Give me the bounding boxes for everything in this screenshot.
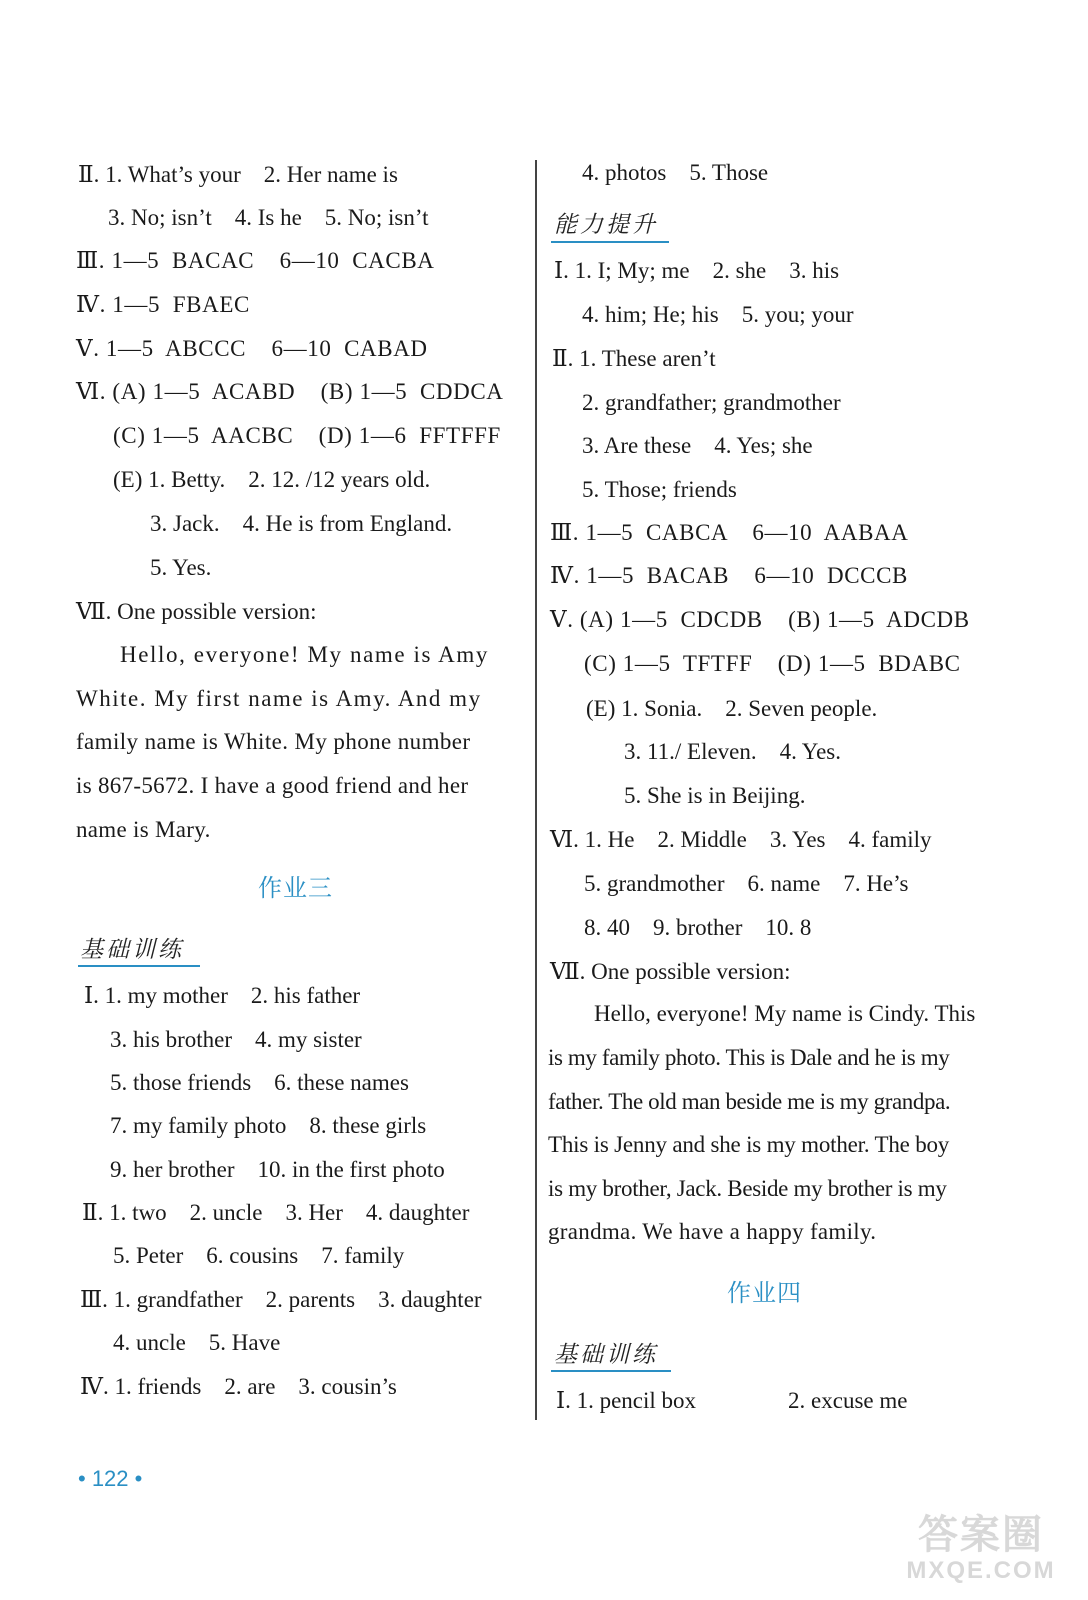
- answer-line: Ⅳ. 1. friends 2. are 3. cousin’s: [80, 1374, 397, 1399]
- answer-line: Ⅱ. 1. What’s your 2. Her name is: [78, 162, 398, 187]
- answer-line: 4. uncle 5. Have: [113, 1330, 281, 1355]
- watermark-logo: [896, 1512, 1066, 1592]
- answer-line: 4. photos 5. Those: [582, 160, 769, 185]
- answer-line: Ⅶ. One possible version:: [550, 959, 791, 984]
- answer-line: Ⅰ. 1. I; My; me 2. she 3. his: [554, 258, 840, 283]
- answer-line: 3. Jack. 4. He is from England.: [150, 511, 453, 536]
- answer-line: 5. grandmother 6. name 7. He’s: [584, 871, 909, 896]
- answer-line: 5. Yes.: [150, 555, 212, 580]
- answer-line: Ⅵ. 1. He 2. Middle 3. Yes 4. family: [550, 827, 932, 852]
- answer-line: 9. her brother 10. in the first photo: [110, 1157, 445, 1182]
- column-divider: [535, 160, 537, 1420]
- essay-line: father. The old man beside me is my grandpa.: [548, 1089, 951, 1114]
- essay-line: is my brother, Jack. Beside my brother is my: [548, 1176, 947, 1201]
- essay-line: is 867-5672. I have a good friend and her: [76, 773, 469, 798]
- essay-line: name is Mary.: [76, 817, 211, 842]
- watermark-bottom: MXQE.COM: [906, 1557, 1056, 1584]
- answer-line: Ⅳ. 1—5 BACAB 6—10 DCCCB: [550, 563, 908, 588]
- answer-line: Ⅴ. (A) 1—5 CDCDB (B) 1—5 ADCDB: [550, 607, 970, 632]
- essay-line: grandma. We have a happy family.: [548, 1219, 877, 1244]
- subsection-underline: [551, 1370, 671, 1372]
- answer-line: 3. his brother 4. my sister: [110, 1027, 362, 1052]
- answer-line: Ⅰ. 1. my mother 2. his father: [84, 983, 361, 1008]
- essay-line: Hello, everyone! My name is Cindy. This: [594, 1001, 976, 1026]
- section-title: 作业三: [258, 874, 333, 902]
- essay-line: is my family photo. This is Dale and he is my: [548, 1045, 950, 1070]
- section-title: 作业四: [727, 1279, 802, 1307]
- answer-line: Ⅴ. 1—5 ABCCC 6—10 CABAD: [76, 336, 428, 361]
- answer-line: 3. Are these 4. Yes; she: [582, 433, 813, 458]
- answer-line: 3. 11./ Eleven. 4. Yes.: [624, 739, 842, 764]
- answer-line: Ⅲ. 1. grandfather 2. parents 3. daughter: [80, 1287, 482, 1312]
- answer-line: Ⅶ. One possible version:: [76, 599, 317, 624]
- answer-line: 8. 40 9. brother 10. 8: [584, 915, 812, 940]
- answer-line: (C) 1—5 AACBC (D) 1—6 FFTFFF: [113, 423, 501, 448]
- subsection-title: 能力提升: [554, 212, 658, 238]
- answer-line: 2. grandfather; grandmother: [582, 390, 841, 415]
- answer-line: Ⅲ. 1—5 CABCA 6—10 AABAA: [550, 520, 909, 545]
- answer-line: Ⅵ. (A) 1—5 ACABD (B) 1—5 CDDCA: [76, 379, 504, 404]
- answer-line: 7. my family photo 8. these girls: [110, 1113, 427, 1138]
- essay-line: family name is White. My phone number: [76, 729, 471, 754]
- answer-line: (E) 1. Betty. 2. 12. /12 years old.: [113, 467, 431, 492]
- answer-line: 3. No; isn’t 4. Is he 5. No; isn’t: [108, 205, 429, 230]
- subsection-title: 基础训练: [554, 1342, 658, 1368]
- answer-line: 4. him; He; his 5. you; your: [582, 302, 854, 327]
- watermark-top: 答案圈: [918, 1513, 1044, 1557]
- essay-line: This is Jenny and she is my mother. The boy: [548, 1132, 950, 1157]
- answer-line: (C) 1—5 TFTFF (D) 1—5 BDABC: [584, 651, 961, 676]
- subsection-underline: [78, 965, 200, 967]
- subsection-title: 基础训练: [80, 937, 184, 963]
- answer-line: Ⅱ. 1. two 2. uncle 3. Her 4. daughter: [82, 1200, 470, 1225]
- answer-line: 5. Those; friends: [582, 477, 737, 502]
- answer-line: Ⅲ. 1—5 BACAC 6—10 CACBA: [76, 248, 435, 273]
- subsection-underline: [551, 241, 669, 243]
- answer-line: 5. She is in Beijing.: [624, 783, 806, 808]
- essay-line: White. My first name is Amy. And my: [76, 686, 482, 711]
- essay-line: Hello, everyone! My name is Amy: [120, 642, 489, 667]
- answer-line: Ⅳ. 1—5 FBAEC: [76, 292, 250, 317]
- answer-line: Ⅱ. 1. These aren’t: [552, 346, 716, 371]
- answer-line: 5. those friends 6. these names: [110, 1070, 409, 1095]
- answer-line: Ⅰ. 1. pencil box 2. excuse me: [556, 1388, 908, 1413]
- page-number: • 122 •: [78, 1466, 143, 1491]
- answer-line: 5. Peter 6. cousins 7. family: [113, 1243, 405, 1268]
- answer-line: (E) 1. Sonia. 2. Seven people.: [586, 696, 878, 721]
